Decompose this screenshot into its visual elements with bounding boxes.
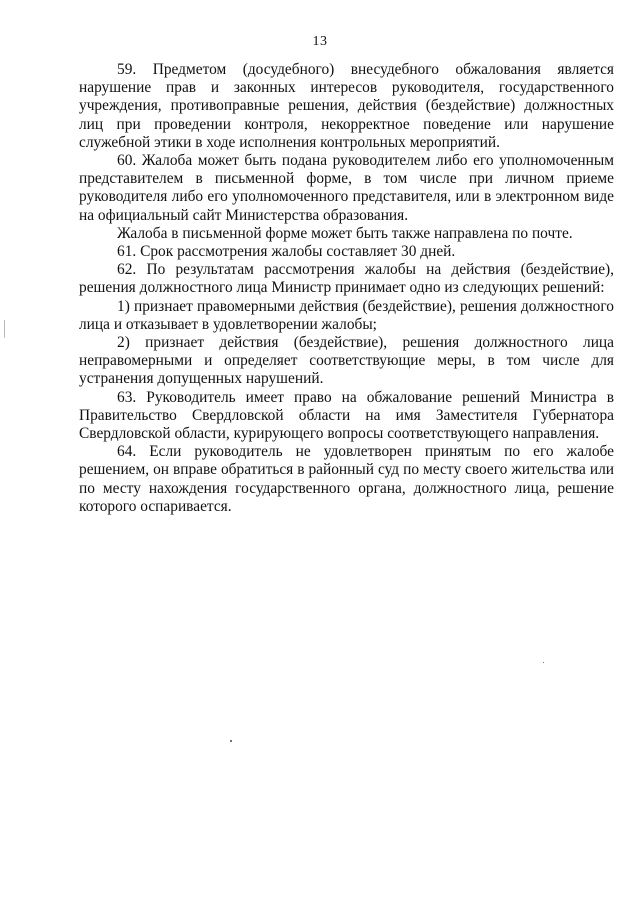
scan-speck [543, 662, 544, 663]
paragraph-63: 63. Руководитель имеет право на обжалование решений Министра в Правительство Свердловской области на имя Заместителя Губернатора Свердловской области, курирующего вопросы соответствующего направления. [79, 388, 614, 443]
paragraph-62: 62. По результатам рассмотрения жалобы на действия (бездействие), решения должностного лица Министр принимает одно из следующих решений: [79, 261, 614, 297]
paragraph-60: 60. Жалоба может быть подана руководителем либо его уполномоченным представителем в письменной форме, в том числе при личном приеме руководителя либо его уполномоченного представителя, или в электронном виде на официальный сайт Министерства образования. [79, 152, 614, 224]
scan-speck [230, 740, 232, 742]
paragraph-62-item-1: 1) признает правомерными действия (бездействие), решения должностного лица и отказывает в удовлетворении жалобы; [79, 297, 614, 333]
paragraph-61: 61. Срок рассмотрения жалобы составляет 30 дней. [117, 243, 456, 261]
page-number: 13 [312, 34, 328, 49]
paragraph-62-item-2: 2) признает действия (бездействие), решения должностного лица неправомерными и определяет соответствующие меры, в том числе для устранения допущенных нарушений. [79, 334, 614, 388]
paragraph-60-mail: Жалоба в письменной форме может быть также направлена по почте. [117, 224, 573, 242]
scan-speck [4, 320, 5, 338]
paragraph-59: 59. Предметом (досудебного) внесудебного обжалования является нарушение прав и законных интересов руководителя, государственного учреждения, противоправные решения, действия (бездействие) должностных лиц при проведении контроля, некорректное поведение или нарушение служебной этики в ходе исполнения контрольных мероприятий. [79, 61, 614, 151]
paragraph-64: 64. Если руководитель не удовлетворен принятым по его жалобе решением, он вправе обратиться в районный суд по месту своего жительства или по месту нахождения государственного органа, должностного лица, решение которого оспаривается. [79, 443, 614, 515]
document-body [79, 61, 614, 516]
